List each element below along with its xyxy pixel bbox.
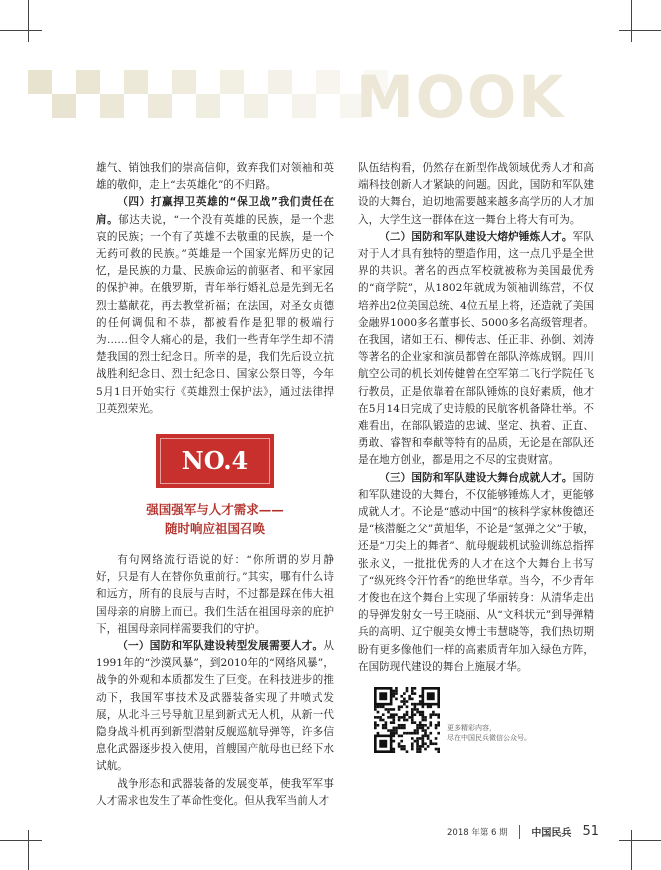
crop-mark [619, 30, 661, 31]
paragraph [358, 229, 594, 470]
paragraph: 战争形态和武器装备的发展变革，使我军军事人才需求也发生了革命性变化。但从我军当前人才 [96, 777, 334, 807]
paragraph: 有句网络流行语说的好：“你所谓的岁月静好，只是有人在替你负重前行。”其实，哪有什么诗和远方，所有的良辰与吉时，不过都是踩在伟大祖国母亲的肩膀上而已。我们生活在祖国母亲的庇护下，祖国母亲同样需要我们的守护。 [96, 554, 334, 635]
crop-mark [28, 830, 29, 870]
crop-mark [631, 830, 632, 870]
paragraph: 队伍结构看，仍然存在新型作战领域优秀人才和高端科技创新人才紧缺的问题。因此，国防和军队建设的大舞台，迫切地需要越来越多高学历的人才加入，大学生这一群体在这一舞台上将大有可为。 [358, 162, 594, 226]
crop-mark [619, 840, 661, 841]
subheading: （三）国防和军队建设大舞台成就人才。 [379, 471, 573, 484]
checker-tile [244, 94, 268, 118]
section-badge: NO.4 [156, 434, 274, 488]
paragraph [96, 638, 334, 776]
checker-tile [196, 94, 220, 118]
mook-wordmark: MOOK [356, 63, 566, 131]
section-title-line: 强国强军与人才需求—— [146, 502, 284, 518]
paragraph-body: 国防和军队建设的大舞台，不仅能够锤炼人才，更能够成就人才。不论是“感动中国”的核科学家林俊德还是“核潜艇之父”黄旭华，不论是“氢弹之父”于敏，还是“刀尖上的舞者”、航母舰载机试验训练总指挥张永义，一批批优秀的人才在这个大舞台上书写了“纵死终令汗竹香”的绝世华章。当今，不少青年才俊也在这个舞台上实现了华丽转身：从清华走出的导弹发射女一号王晓丽、从“文科状元”到导弹精兵的高明、辽宁舰美女博士韦慧晓等，我们热切期盼有更多像他们一样的高素质青年加入绿色方阵，在国防现代建设的舞台上施展才华。 [358, 471, 594, 673]
crop-mark [631, 0, 632, 42]
checker-tile [28, 70, 52, 94]
magazine-name: 中国民兵 [531, 828, 572, 839]
page-number: 51 [582, 824, 599, 839]
checker-tile [292, 94, 316, 118]
checker-tile [316, 70, 340, 94]
qr-caption [447, 723, 531, 743]
issue-label: 2018 年第 6 期 [447, 827, 508, 838]
paragraph-body: 郁达夫说，“一个没有英雄的民族，是一个悲哀的民族；一个有了英雄不去敬重的民族，是一个无药可救的民族。”英雄是一个国家光辉历史的记忆，是民族的力量、民族命运的前驱者、和平家园的保护神。在俄罗斯，青年举行婚礼总是先到无名烈士墓献花，再去教堂祈福；在法国，对圣女贞德的任何调侃和不恭，都被看作是犯罪的极端行为……但令人痛心的是，我们一些青年学生却不清楚我国的烈士纪念日。所幸的是，我们先后设立抗战胜利纪念日、烈士纪念日、国家公祭日等，今年5月1日开始实行《英雄烈士保护法》，通过法律捍卫英烈荣光。 [96, 213, 334, 415]
subheading: （二）国防和军队建设大熔炉锤炼人才。 [379, 230, 573, 243]
qr-caption-line: 更多精彩内容， [447, 724, 496, 732]
checker-tile [172, 70, 196, 94]
subheading: （一）国防和军队建设转型发展需要人才。 [117, 640, 324, 653]
paragraph-body: 军队对于人才具有独特的塑造作用，这一点几乎是全世界的共识。著名的西点军校就被称为美国最优秀的“商学院”，从1802年就成为领袖训练营，不仅培养出2位美国总统、4位五星上将，还造就了美国金融界1000多名董事长、5000多名高级管理者。在我国，诸如王石、柳传志、任正非、孙倒、刘涛等著名的企业家和演员都曾在部队淬炼成钢。四川航空公司的机长刘传健曾在空军第二飞行学院任飞行教员，正是依靠着在部队锤炼的良好素质，他才在5月14日完成了史诗般的民航客机备降壮举。不难看出，在部队锻造的忠诚、坚定、执着、正直、勇敢、睿智和奉献等特有的品质，无论是在部队还是在地方创业，都是用之不尽的宝贵财富。 [358, 230, 594, 467]
checker-tile [220, 70, 244, 94]
paragraph: 雄气、销蚀我们的崇高信仰，致弃我们对领袖和英雄的敬仰，走上“去英雄化”的不归路。 [96, 162, 334, 192]
checker-tile [148, 94, 172, 118]
checker-tile [100, 94, 124, 118]
checker-tile [76, 70, 100, 94]
page-footer [447, 821, 599, 840]
qr-code[interactable] [374, 687, 440, 753]
paragraph-body: 从1991年的“沙漠风暴”，到2010年的“网络风暴”，战争的外观和本质都发生了巨变。在科技进步的推动下，我国军事技术及武器装备实现了井喷式发展，从北斗三号导航卫星到新式无人机，从新一代隐身战斗机再到新型潜射反舰巡航导弹等，许多信息化武器逐步投入使用，首艘国产航母也已经下水试航。 [96, 640, 334, 773]
right-column [358, 160, 594, 676]
section-title-line: 随时响应祖国召唤 [164, 521, 265, 537]
paragraph [96, 194, 334, 418]
crop-mark [0, 840, 42, 841]
footer-divider [519, 825, 521, 839]
left-column [96, 160, 334, 810]
checker-tile [268, 70, 292, 94]
checker-tile [124, 70, 148, 94]
qr-caption-line: 尽在中国民兵微信公众号。 [447, 734, 531, 742]
checker-pattern [28, 70, 408, 118]
section-title [96, 500, 334, 538]
checker-tile [52, 94, 76, 118]
crop-mark [0, 30, 42, 31]
crop-mark [28, 0, 29, 42]
subheading: （四）打赢捍卫英雄的“保卫战”我们责任在肩。 [96, 196, 334, 226]
paragraph [358, 470, 594, 676]
